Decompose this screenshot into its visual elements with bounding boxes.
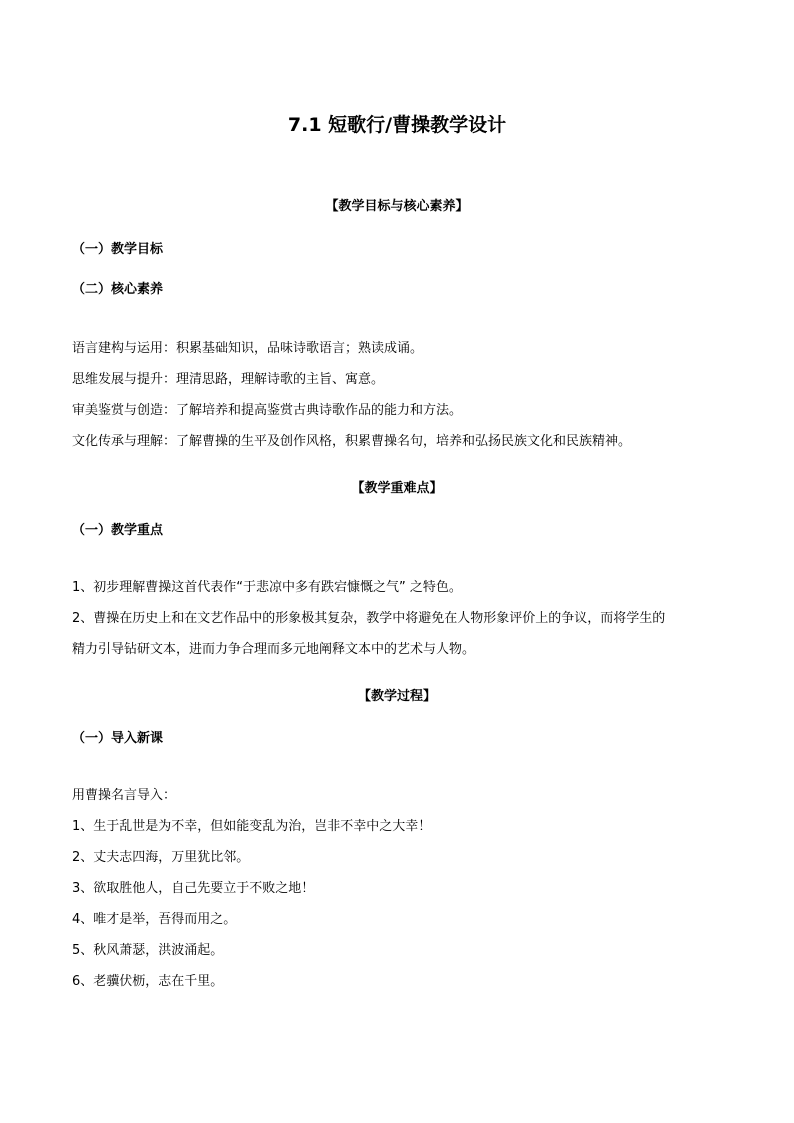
literacy-item-aesthetic: 审美鉴赏与创造：了解培养和提高鉴赏古典诗歌作品的能力和方法。 — [72, 403, 463, 418]
introduction-text: 用曹操名言导入： — [72, 788, 177, 803]
quote-item-4: 4、唯才是举，吾得而用之。 — [72, 912, 237, 927]
subheading-core-literacy: （二）核心素养 — [72, 282, 164, 297]
document-title: 7.1 短歌行/曹操教学设计 — [287, 114, 507, 136]
quote-item-5: 5、秋风萧瑟，洪波涌起。 — [72, 943, 224, 958]
quote-item-3: 3、欲取胜他人，自己先要立于不败之地！ — [72, 881, 315, 896]
subheading-introduction: （一）导入新课 — [72, 731, 164, 746]
subheading-teaching-objectives: （一）教学目标 — [72, 242, 164, 257]
quote-item-6: 6、老骥伏枥，志在千里。 — [72, 974, 224, 989]
key-point-item-2-continued: 精力引导钻研文本，进而力争合理而多元地阐释文本中的艺术与人物。 — [72, 642, 476, 657]
section-heading-objectives: 【教学目标与核心素养】 — [325, 199, 469, 214]
literacy-item-thinking: 思维发展与提升：理清思路，理解诗歌的主旨、寓意。 — [72, 372, 385, 387]
section-heading-key-points: 【教学重难点】 — [351, 481, 443, 496]
section-heading-process: 【教学过程】 — [357, 689, 436, 704]
quote-item-2: 2、丈夫志四海，万里犹比邻。 — [72, 850, 250, 865]
quote-item-1: 1、生于乱世是为不幸，但如能变乱为治，岂非不幸中之大幸！ — [72, 819, 432, 834]
subheading-key-points: （一）教学重点 — [72, 523, 164, 538]
key-point-item-1: 1、初步理解曹操这首代表作“于悲凉中多有跌宕慷慨之气” 之特色。 — [72, 580, 462, 595]
literacy-item-culture: 文化传承与理解：了解曹操的生平及创作风格，积累曹操名句，培养和弘扬民族文化和民族精神。 — [72, 434, 632, 449]
literacy-item-language: 语言建构与运用：积累基础知识，品味诗歌语言；熟读成诵。 — [72, 341, 424, 356]
key-point-item-2: 2、曹操在历史上和在文艺作品中的形象极其复杂，教学中将避免在人物形象评价上的争议，而将学生的 — [72, 611, 666, 626]
